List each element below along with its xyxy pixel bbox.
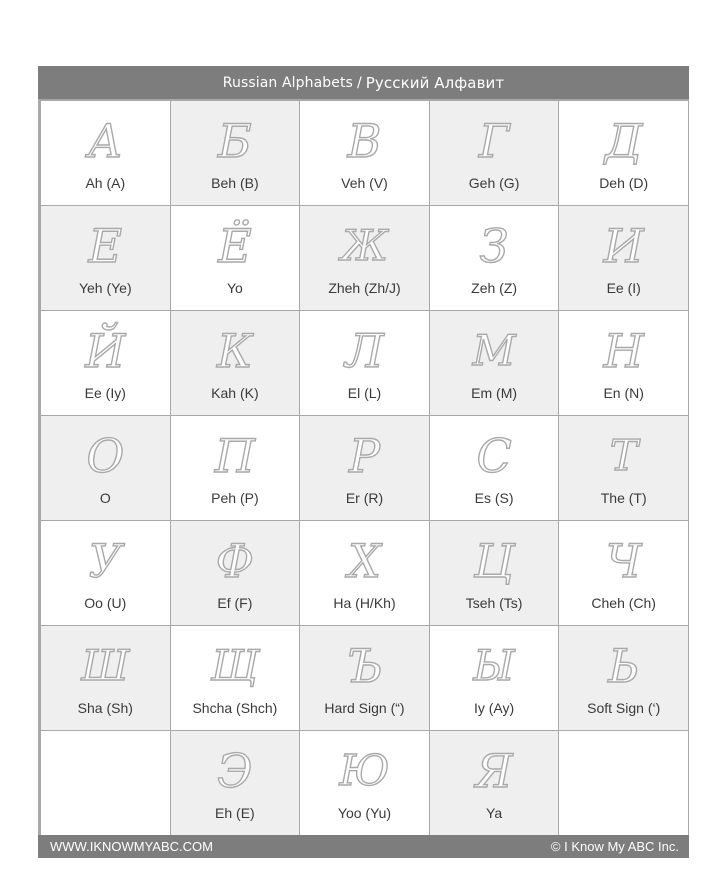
cursive-letter: З bbox=[479, 219, 509, 273]
cursive-letter: А bbox=[87, 114, 123, 168]
letter-name: Sha (Sh) bbox=[77, 700, 133, 716]
letter-name: Cheh (Ch) bbox=[591, 595, 656, 611]
letter-name: Oo (U) bbox=[84, 595, 127, 611]
cursive-letter: Г bbox=[478, 114, 510, 168]
letter-name: Hard Sign (“) bbox=[324, 700, 405, 716]
letter-cell bbox=[171, 416, 300, 520]
cursive-letter: Ь bbox=[608, 639, 640, 693]
letter-name: Ee (I) bbox=[606, 280, 641, 296]
letter-cell bbox=[41, 626, 170, 730]
letter-cell bbox=[300, 416, 429, 520]
empty-cell bbox=[41, 731, 170, 835]
alphabet-chart bbox=[38, 66, 689, 858]
letter-name: Kah (K) bbox=[211, 385, 259, 401]
letter-name: Zeh (Z) bbox=[471, 280, 518, 296]
letter-name: El (L) bbox=[347, 385, 382, 401]
letter-name: Peh (P) bbox=[211, 490, 259, 506]
letter-cell bbox=[430, 521, 559, 625]
letter-name: Ef (F) bbox=[217, 595, 253, 611]
website-text: WWW.IKNOWMYABC.COM bbox=[50, 839, 213, 854]
letter-cell bbox=[171, 311, 300, 415]
cursive-letter: В bbox=[347, 114, 382, 168]
cursive-letter: Л bbox=[345, 324, 384, 378]
letter-name: Zheh (Zh/J) bbox=[328, 280, 401, 296]
cursive-letter: П bbox=[214, 429, 255, 483]
letter-cell bbox=[430, 311, 559, 415]
letter-cell bbox=[300, 101, 429, 205]
letter-name: Ha (H/Kh) bbox=[333, 595, 396, 611]
cursive-letter: Щ bbox=[210, 641, 259, 690]
title-russian: Русский Алфавит bbox=[365, 73, 505, 92]
letter-cell bbox=[41, 521, 170, 625]
letter-name: Yo bbox=[226, 280, 243, 296]
letter-name: Yoo (Yu) bbox=[337, 805, 392, 821]
letter-grid bbox=[41, 101, 688, 835]
letter-name: Geh (G) bbox=[468, 175, 520, 191]
letter-cell bbox=[41, 416, 170, 520]
cursive-letter: Ъ bbox=[346, 639, 383, 693]
letter-cell bbox=[300, 626, 429, 730]
cursive-letter: Ё bbox=[218, 219, 252, 273]
letter-cell bbox=[430, 731, 559, 835]
letter-cell bbox=[430, 101, 559, 205]
letter-name: Ya bbox=[486, 805, 503, 821]
cursive-letter: Я bbox=[475, 744, 513, 798]
letter-name: Shcha (Shch) bbox=[192, 700, 278, 716]
letter-name: Yeh (Ye) bbox=[78, 280, 132, 296]
letter-cell bbox=[559, 101, 688, 205]
cursive-letter: У bbox=[88, 534, 122, 588]
letter-cell bbox=[300, 311, 429, 415]
letter-name: Veh (V) bbox=[341, 175, 388, 191]
cursive-letter: Ю bbox=[339, 746, 390, 795]
cursive-letter: Д bbox=[604, 114, 643, 168]
cursive-letter: Ж bbox=[340, 221, 389, 270]
letter-cell bbox=[559, 521, 688, 625]
cursive-letter: К bbox=[217, 324, 253, 378]
cursive-letter: Ф bbox=[215, 534, 254, 588]
letter-name: Soft Sign (‘) bbox=[587, 700, 661, 716]
letter-cell bbox=[430, 416, 559, 520]
letter-cell bbox=[41, 311, 170, 415]
letter-name: Em (M) bbox=[471, 385, 518, 401]
letter-name: En (N) bbox=[603, 385, 644, 401]
letter-name: Beh (B) bbox=[211, 175, 259, 191]
chart-footer bbox=[38, 835, 689, 858]
letter-cell bbox=[41, 206, 170, 310]
cursive-letter: Р bbox=[349, 429, 380, 483]
letter-cell bbox=[41, 101, 170, 205]
cursive-letter: Х bbox=[348, 534, 381, 588]
letter-name: O bbox=[99, 490, 111, 506]
letter-cell bbox=[171, 521, 300, 625]
letter-name: Eh (E) bbox=[215, 805, 255, 821]
letter-cell bbox=[559, 416, 688, 520]
cursive-letter: С bbox=[476, 429, 512, 483]
cursive-letter: Т bbox=[609, 431, 638, 480]
letter-name: Er (R) bbox=[345, 490, 384, 506]
letter-name: Deh (D) bbox=[599, 175, 649, 191]
cursive-letter: Э bbox=[217, 744, 253, 798]
letter-cell bbox=[430, 626, 559, 730]
cursive-letter: Е bbox=[88, 219, 123, 273]
letter-name: Ee (Iy) bbox=[84, 385, 126, 401]
title-separator: / bbox=[356, 74, 362, 91]
letter-cell bbox=[300, 521, 429, 625]
copyright-text: © I Know My ABC Inc. bbox=[550, 839, 679, 854]
cursive-letter: Ц bbox=[474, 534, 515, 588]
cursive-letter: Н bbox=[603, 324, 644, 378]
letter-name: Ah (A) bbox=[85, 175, 126, 191]
title-english: Russian Alphabets bbox=[222, 74, 353, 91]
letter-name: Iy (Ay) bbox=[473, 700, 515, 716]
letter-name: Tseh (Ts) bbox=[465, 595, 523, 611]
letter-cell bbox=[430, 206, 559, 310]
cursive-letter: И bbox=[603, 219, 644, 273]
letter-name: The (T) bbox=[600, 490, 647, 506]
letter-cell bbox=[171, 206, 300, 310]
cursive-letter: М bbox=[472, 326, 516, 375]
cursive-letter: Ы bbox=[473, 641, 515, 690]
empty-cell bbox=[559, 731, 688, 835]
letter-cell bbox=[559, 311, 688, 415]
letter-name: Es (S) bbox=[474, 490, 514, 506]
chart-header bbox=[38, 66, 689, 99]
cursive-letter: Ш bbox=[81, 641, 130, 690]
letter-cell bbox=[171, 626, 300, 730]
letter-cell bbox=[559, 626, 688, 730]
cursive-letter: Б bbox=[217, 114, 252, 168]
letter-cell bbox=[171, 731, 300, 835]
cursive-letter: Ч bbox=[605, 534, 642, 588]
letter-cell bbox=[171, 101, 300, 205]
cursive-letter: Й bbox=[85, 324, 126, 378]
letter-cell bbox=[300, 206, 429, 310]
letter-cell bbox=[559, 206, 688, 310]
cursive-letter: О bbox=[86, 429, 125, 483]
letter-cell bbox=[300, 731, 429, 835]
